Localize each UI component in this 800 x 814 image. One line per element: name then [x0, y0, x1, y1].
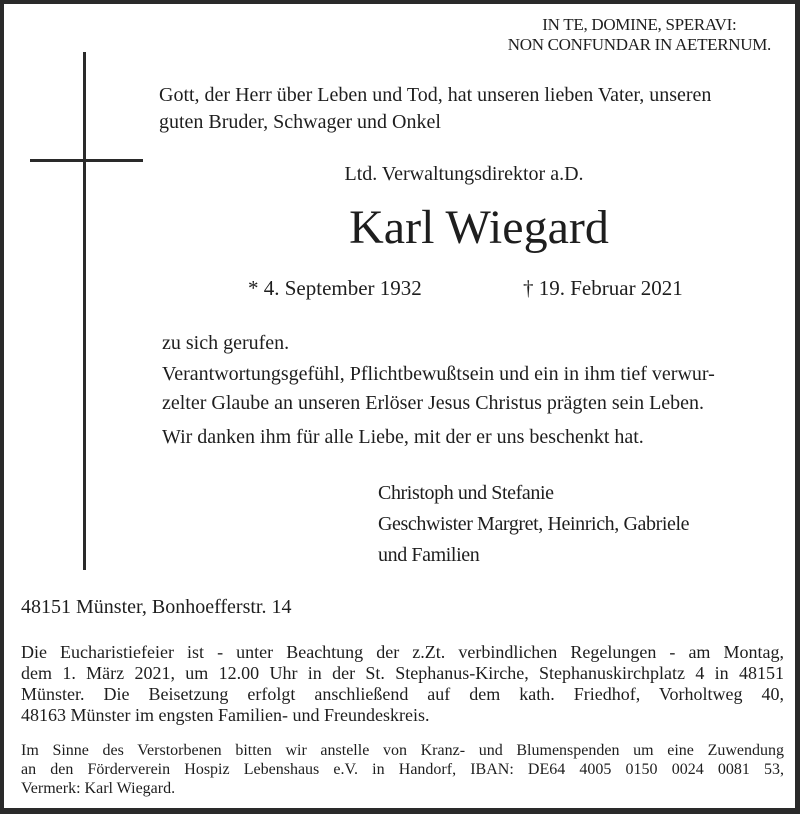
donation-line: Vermerk: Karl Wiegard. [21, 780, 176, 797]
donation-line: an den Förderverein Hospiz Lebenshaus e.V. in Handorf, IBAN: DE64 4005 0150 0024 0081 53, [21, 761, 784, 778]
character-line: zelter Glaube an unseren Erlöser Jesus Christus prägten sein Leben. [162, 392, 705, 414]
intro-text [159, 82, 711, 136]
motto-line: NON CONFUNDAR IN AETERNUM. [507, 35, 771, 54]
death-date: † 19. Februar 2021 [523, 276, 683, 300]
latin-motto [508, 15, 771, 55]
mourners-list [378, 478, 689, 571]
mourner-line: Geschwister Margret, Heinrich, Gabriele [378, 513, 690, 535]
donation-line: Im Sinne des Verstorbenen bitten wir anstelle von Kranz- und Blumenspenden um eine Zuwendung [21, 742, 784, 759]
character-line: Verantwortungsgefühl, Pflichtbewußtsein und ein in ihm tief verwur- [162, 363, 715, 385]
birth-date: * 4. September 1932 [248, 276, 422, 300]
family-address: 48151 Münster, Bonhoefferstr. 14 [21, 596, 292, 618]
service-line: Münster. Die Beisetzung erfolgt anschließend auf dem kath. Friedhof, Vorholtweg 40, [21, 684, 784, 704]
service-line: Die Eucharistiefeier ist - unter Beachtung der z.Zt. verbindlichen Regelungen - am Montag, [21, 642, 784, 662]
donation-request [21, 741, 784, 798]
motto-line: IN TE, DOMINE, SPERAVI: [542, 15, 737, 34]
called-text: zu sich gerufen. [162, 332, 290, 354]
character-text [162, 360, 715, 418]
deceased-title: Ltd. Verwaltungsdirektor a.D. [344, 163, 584, 185]
deceased-name: Karl Wiegard [349, 201, 609, 254]
thanks-text: Wir danken ihm für alle Liebe, mit der er uns beschenkt hat. [162, 426, 644, 448]
intro-line: guten Bruder, Schwager und Onkel [159, 111, 441, 133]
funeral-service-info [21, 642, 784, 726]
mourner-line: Christoph und Stefanie [378, 482, 554, 504]
mourner-line: und Familien [378, 544, 480, 566]
intro-line: Gott, der Herr über Leben und Tod, hat unseren lieben Vater, unseren [159, 84, 712, 106]
service-line: dem 1. März 2021, um 12.00 Uhr in der St. Stephanus-Kirche, Stephanuskirchplatz 4 in 48151 [21, 663, 784, 683]
cross-vertical-bar [83, 52, 86, 570]
service-line: 48163 Münster im engsten Familien- und Freundeskreis. [21, 705, 430, 725]
